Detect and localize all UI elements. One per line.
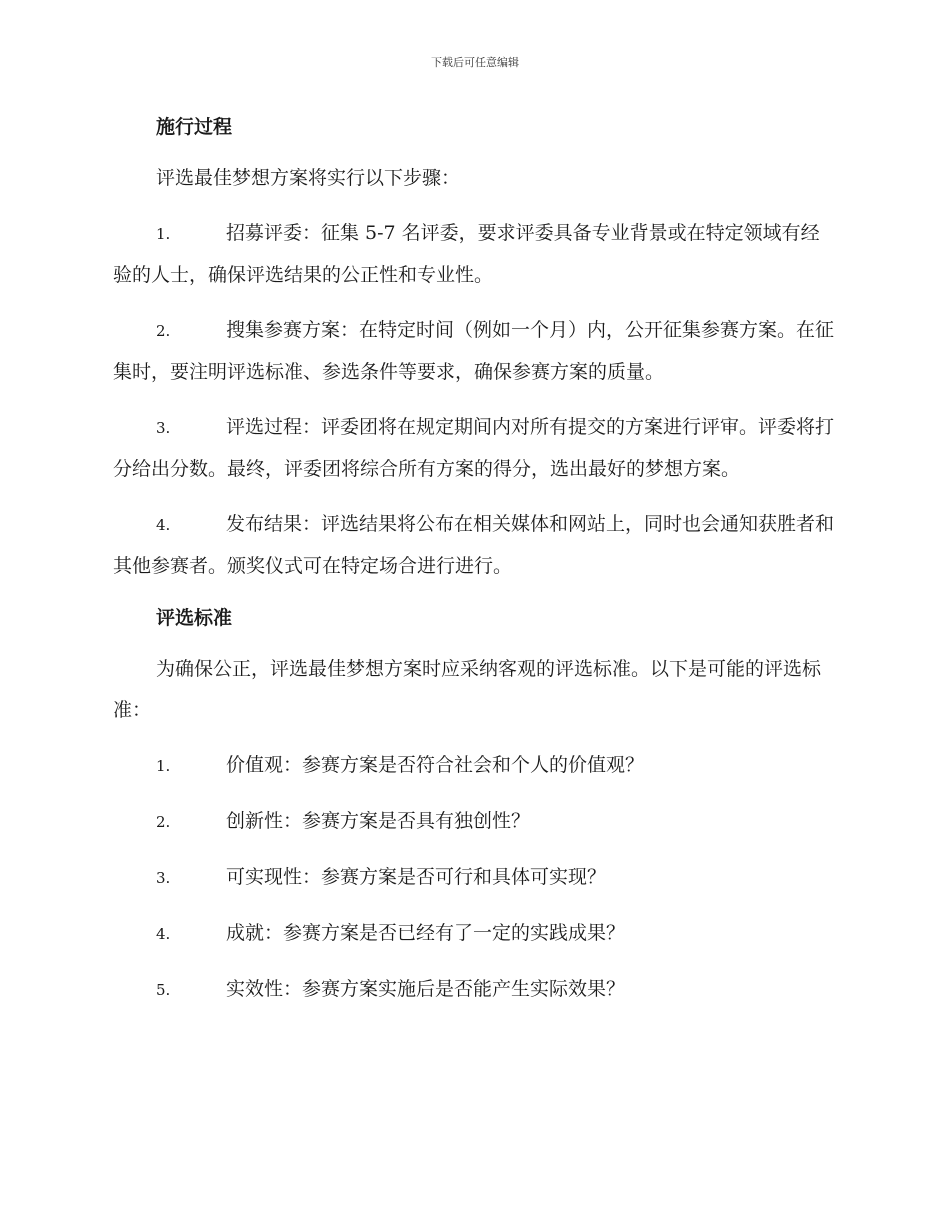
list-item xyxy=(113,745,838,787)
list-item xyxy=(113,504,838,587)
list-number: 3. xyxy=(156,869,171,887)
list-text: 评选过程：评委团将在规定期间内对所有提交的方案进行评审。评委将打分给出分数。最终，评委团将综合所有方案的得分，选出最好的梦想方案。 xyxy=(113,416,835,480)
list-number: 1. xyxy=(156,757,171,775)
section-intro-process: 评选最佳梦想方案将实行以下步骤： xyxy=(156,167,461,189)
list-text: 搜集参赛方案：在特定时间（例如一个月）内，公开征集参赛方案。在征集时，要注明评选标准、参选条件等要求，确保参赛方案的质量。 xyxy=(113,319,835,383)
section-intro-criteria: 为确保公正，评选最佳梦想方案时应采纳客观的评选标准。以下是可能的评选标准： xyxy=(113,658,822,721)
list-text: 实效性：参赛方案实施后是否能产生实际效果？ xyxy=(226,978,626,1000)
list-item xyxy=(113,857,838,899)
list-number: 2. xyxy=(156,813,171,831)
list-text: 创新性：参赛方案是否具有独创性？ xyxy=(226,810,531,832)
section-title-criteria: 评选标准 xyxy=(156,607,233,629)
list-number: 5. xyxy=(156,981,171,999)
list-item xyxy=(113,969,838,1011)
list-number: 4. xyxy=(156,516,171,534)
list-number: 1. xyxy=(156,225,171,243)
page-header: 下载后可任意编辑 xyxy=(431,56,519,69)
list-item xyxy=(113,407,838,490)
section-title-process: 施行过程 xyxy=(156,116,233,138)
list-text: 招募评委：征集 5-7 名评委，要求评委具备专业背景或在特定领域有经验的人士，确保评选结果的公正性和专业性。 xyxy=(113,222,820,286)
list-text: 可实现性：参赛方案是否可行和具体可实现？ xyxy=(226,866,607,888)
list-item xyxy=(113,213,838,296)
document-body xyxy=(113,110,838,1011)
list-text: 价值观：参赛方案是否符合社会和个人的价值观？ xyxy=(226,754,645,776)
list-item xyxy=(113,913,838,955)
list-item xyxy=(113,801,838,843)
list-text: 发布结果：评选结果将公布在相关媒体和网站上，同时也会通知获胜者和其他参赛者。颁奖仪式可在特定场合进行进行。 xyxy=(113,513,835,577)
list-number: 3. xyxy=(156,419,171,437)
list-number: 4. xyxy=(156,925,171,943)
list-text: 成就：参赛方案是否已经有了一定的实践成果？ xyxy=(226,922,626,944)
list-item xyxy=(113,310,838,393)
list-number: 2. xyxy=(156,322,171,340)
